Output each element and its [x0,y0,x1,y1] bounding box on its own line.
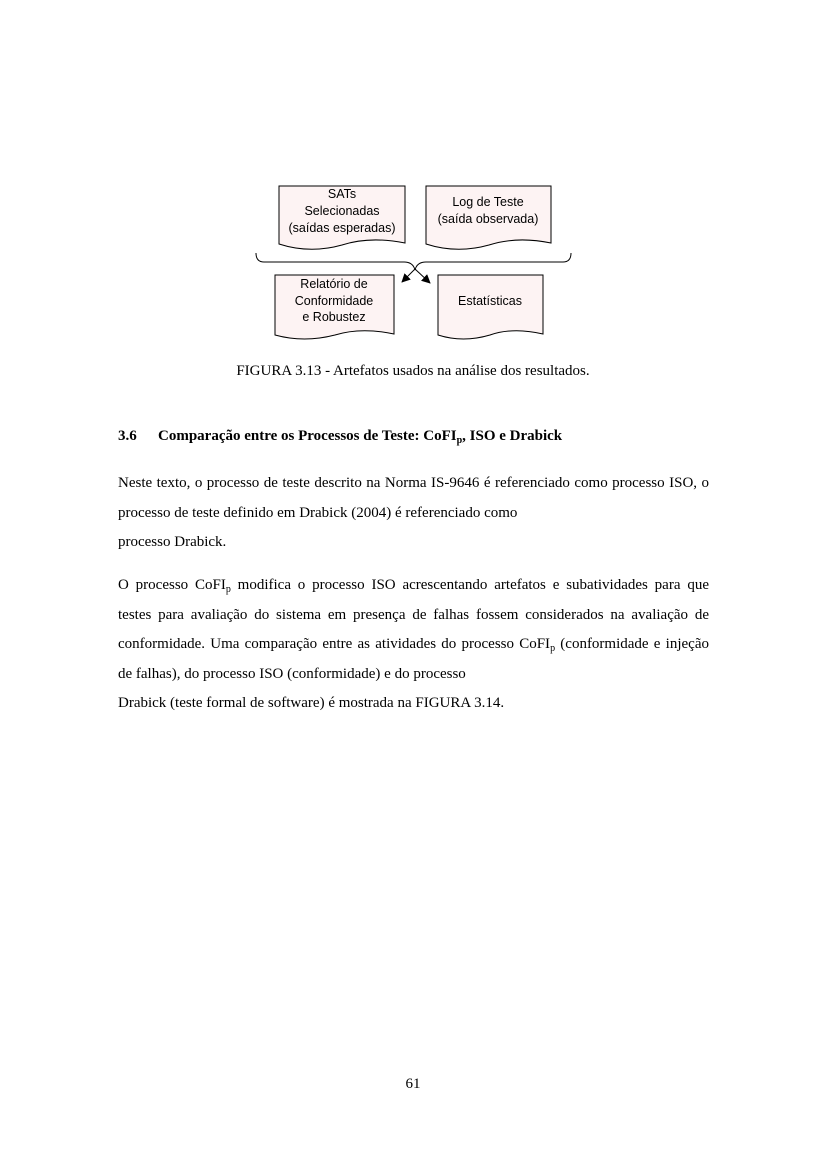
paragraph-1 [118,469,709,558]
artifact-log [426,186,551,249]
arrow-to-relatorio [402,269,415,282]
section-title-suffix: , ISO e Drabick [462,428,563,444]
section-heading [118,428,718,445]
subscript: p [225,584,231,595]
section-title-prefix: Comparação entre os Processos de Teste: CoFI [158,428,457,444]
grouping-brace [256,253,571,270]
paragraph-2 [118,571,709,719]
artifact-label-line: SATs [327,187,357,201]
subscript: p [550,643,556,654]
artifact-label-line: (saídas esperadas) [288,221,396,235]
artifact-sats [279,186,405,249]
artifact-relatorio [275,275,394,339]
paragraph-body [118,571,709,689]
page-number: 61 [405,1076,421,1092]
artifact-label-line: Log de Teste [452,195,524,209]
artifact-estatisticas [438,275,543,339]
artifact-label-line: e Robustez [302,310,366,324]
paragraph-last-line: processo Drabick. [118,534,227,550]
artifact-label-line: Selecionadas [304,204,380,218]
text-segment: modifica o processo ISO acrescentando artefatos e subatividades para que testes para avaliação do sistema em presença de falhas fossem considerados na avaliação de conformidade. Uma comparação entre as atividades do processo CoFI [118,577,709,652]
artifacts-figure [0,0,826,360]
section-title-subscript: p [456,435,463,446]
artifact-label-line: Conformidade [294,294,374,308]
arrow-to-estatisticas [415,269,430,283]
text-segment: O processo CoFI [118,577,226,593]
paragraph-last-line: Drabick (teste formal de software) é mostrada na FIGURA 3.14. [118,695,505,711]
figure-caption: FIGURA 3.13 - Artefatos usados na análise dos resultados. [236,363,590,379]
text-segment: (conformidade e injeção de falhas), do processo ISO (conformidade) e do processo [118,636,709,682]
artifact-label-line: Estatísticas [458,294,522,308]
paragraph-body: Neste texto, o processo de teste descrito na Norma IS-9646 é referenciado como processo ISO, o processo de teste definido em Drabick (2004) é referenciado como [118,475,709,521]
artifact-label-line: (saída observada) [437,212,539,226]
artifact-label-line: Relatório de [300,277,368,291]
section-number: 3.6 [118,428,137,444]
